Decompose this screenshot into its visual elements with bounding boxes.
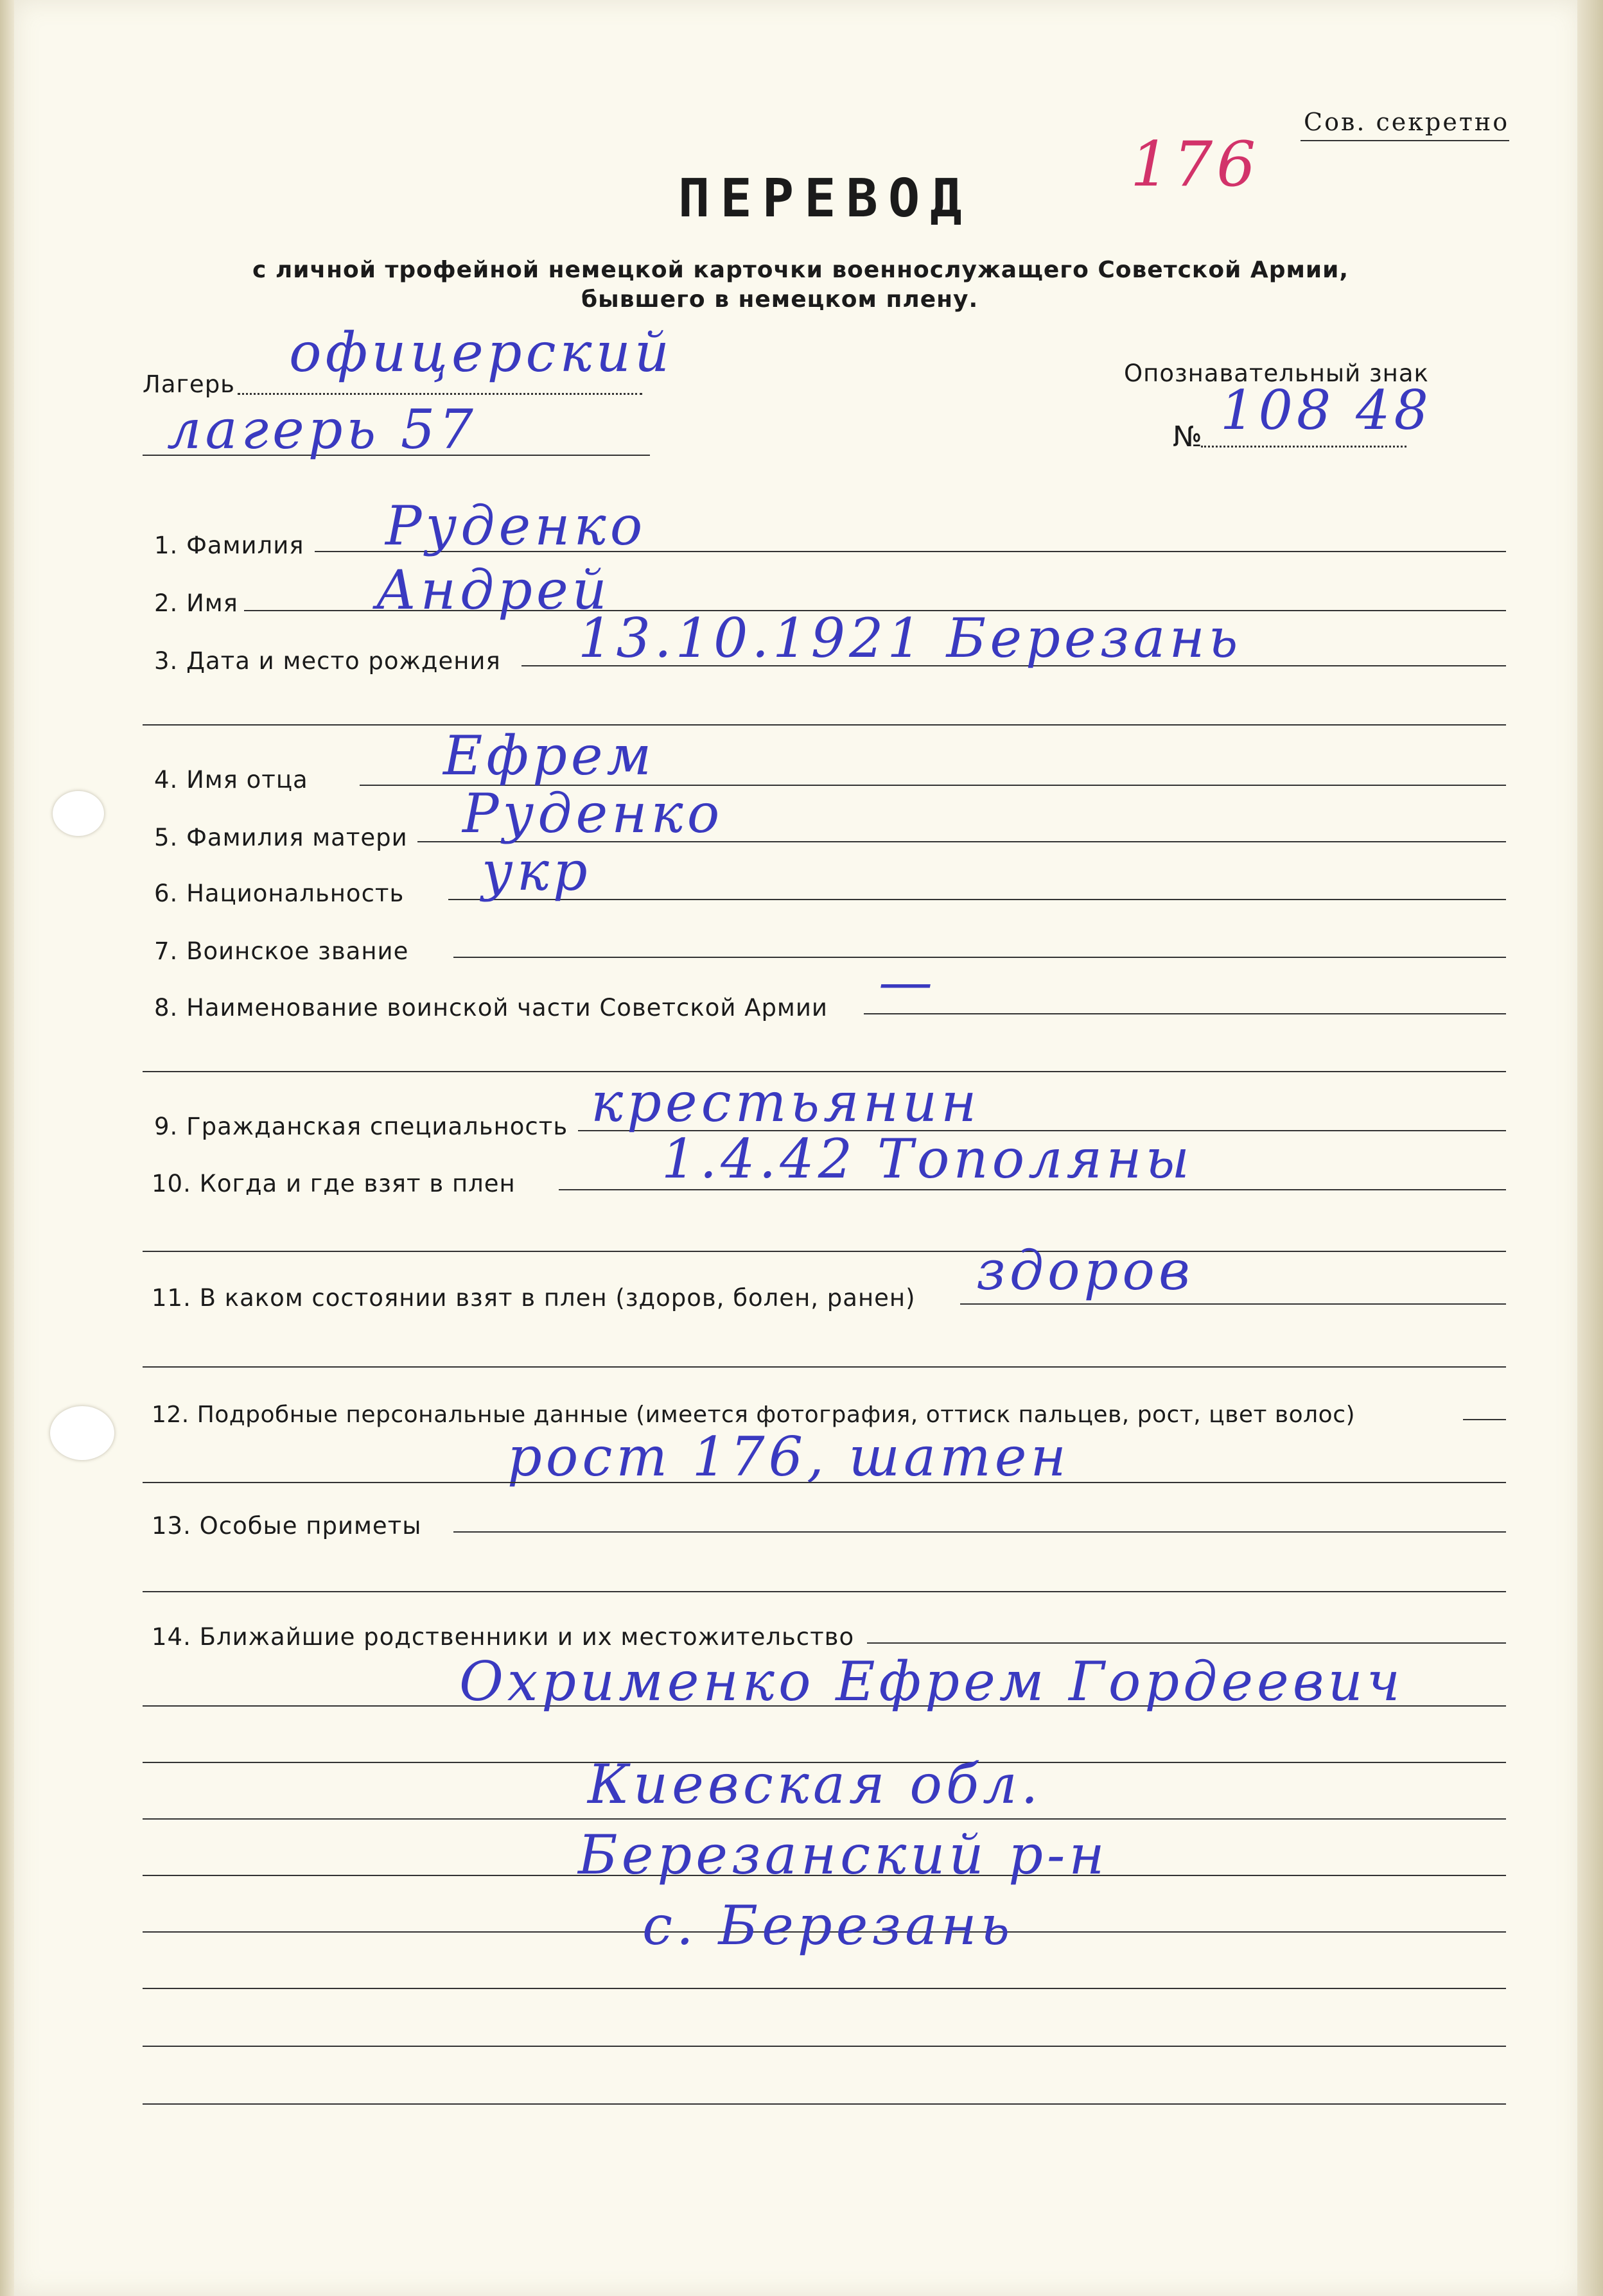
field-mother-label: 5. Фамилия матери (154, 824, 408, 851)
field-birth-label: 3. Дата и место рождения (154, 647, 501, 675)
punch-hole-bottom (50, 1406, 114, 1460)
field-nationality-line (448, 899, 1506, 900)
field-condition-line (960, 1303, 1506, 1305)
field-condition-line-2 (143, 1366, 1506, 1368)
subtitle-line-1: с личной трофейной немецкой карточки военнослужащего Советской Армии, (252, 257, 1349, 283)
field-nationality-value: укр (482, 840, 591, 903)
handwritten-number: 176 (1130, 128, 1260, 200)
field-birth-line-2 (143, 724, 1506, 726)
paper-left-edge (0, 0, 14, 2296)
field-marks-line-2 (143, 1591, 1506, 1592)
tag-number-label: № (1173, 421, 1203, 453)
tag-label: Опознавательный знак (1124, 360, 1429, 387)
field-captured-value: 1.4.42 Тополяны (661, 1127, 1193, 1190)
camp-value-1: офицерский (289, 321, 673, 384)
field-condition-label: 11. В каком состоянии взят в плен (здоров, болен, ранен) (152, 1284, 916, 1312)
field-rank-label: 7. Воинское звание (154, 937, 409, 965)
field-relatives-label: 14. Ближайшие родственники и их местожительство (152, 1623, 855, 1651)
relatives-value-1: Охрименко Ефрем Гордеевич (459, 1650, 1404, 1713)
field-relatives-line (867, 1642, 1506, 1644)
relatives-value-3: Березанский р-н (578, 1823, 1108, 1886)
classification-mark: Сов. секретно (1304, 108, 1510, 136)
relatives-value-2: Киевская обл. (588, 1753, 1042, 1816)
field-marks-label: 13. Особые приметы (152, 1512, 422, 1540)
field-mother-value: Руденко (462, 782, 724, 845)
camp-line-1 (238, 393, 642, 395)
tag-line (1201, 446, 1406, 448)
tag-value: 108 48 (1220, 379, 1432, 442)
relatives-line-7 (143, 2046, 1506, 2047)
field-unit-value: — (879, 950, 936, 1013)
field-profession-value: крестьянин (591, 1071, 981, 1134)
field-condition-value: здоров (976, 1239, 1194, 1302)
field-rank-line (453, 957, 1506, 958)
field-personal-data-line (1463, 1419, 1506, 1420)
field-father-label: 4. Имя отца (154, 766, 308, 794)
punch-hole-top (53, 791, 104, 836)
relatives-line-6 (143, 1988, 1506, 1989)
field-unit-line (864, 1013, 1506, 1014)
relatives-value-4: с. Березань (642, 1894, 1014, 1957)
camp-value-2: лагерь 57 (167, 398, 477, 461)
field-father-value: Ефрем (443, 724, 656, 787)
field-name-label: 2. Имя (154, 589, 238, 617)
page-title: ПЕРЕВОД (678, 168, 972, 229)
camp-label: Лагерь (143, 370, 235, 398)
paper-right-edge (1577, 0, 1603, 2296)
field-personal-data-label: 12. Подробные персональные данные (имеется фотография, оттиск пальцев, рост, цвет волос) (152, 1402, 1356, 1428)
field-personal-data-value: рост 176, шатен (507, 1425, 1070, 1488)
field-profession-label: 9. Гражданская специальность (154, 1113, 568, 1140)
field-captured-line-2 (143, 1251, 1506, 1252)
relatives-line-8 (143, 2103, 1506, 2105)
field-surname-value: Руденко (385, 494, 647, 557)
classification-underline (1301, 140, 1509, 141)
relatives-line-3 (143, 1818, 1506, 1820)
field-marks-line (453, 1531, 1506, 1533)
field-surname-label: 1. Фамилия (154, 532, 304, 559)
subtitle-line-2: бывшего в немецком плену. (581, 286, 979, 313)
field-name-value: Андрей (376, 559, 611, 622)
field-personal-data-line-2 (143, 1482, 1506, 1483)
field-captured-label: 10. Когда и где взят в плен (152, 1170, 516, 1197)
field-nationality-label: 6. Национальность (154, 880, 405, 907)
field-birth-value: 13.10.1921 Березань (578, 607, 1242, 670)
field-unit-label: 8. Наименование воинской части Советской Армии (154, 994, 828, 1022)
